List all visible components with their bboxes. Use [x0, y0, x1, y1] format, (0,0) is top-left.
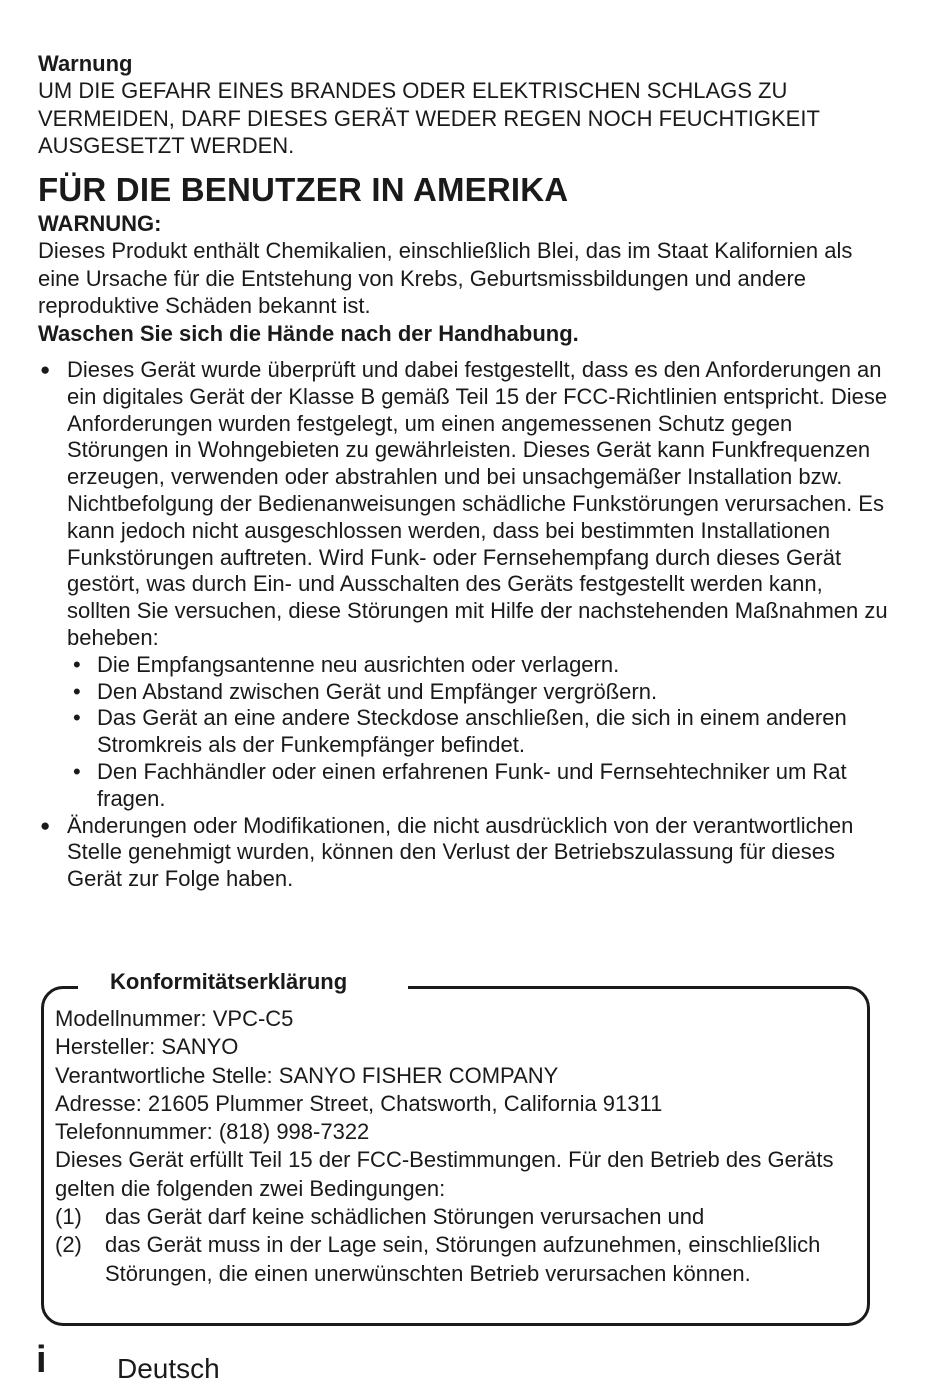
manufacturer: Hersteller: SANYO — [55, 1034, 239, 1060]
warning-text: UM DIE GEFAHR EINES BRANDES ODER ELEKTRISCHEN SCHLAGS ZU VERMEIDEN, DARF DIESES GERÄT WEDER REGEN NOCH FEUCHTIGKEIT AUSGESETZT WERDEN. — [38, 78, 820, 158]
remedy-item: • Den Fachhändler oder einen erfahrenen Funk- und Fernsehtechniker um Rat fragen. — [67, 759, 888, 813]
address: Adresse: 21605 Plummer Street, Chatsworth, California 91311 — [55, 1090, 663, 1116]
conformity-title: Konformitätserklärung — [110, 969, 348, 994]
bullet-fcc-compliance — [38, 357, 888, 813]
page-number: i — [36, 1339, 47, 1381]
usa-wash-hands-note: Waschen Sie sich die Hände nach der Handhabung. — [38, 320, 579, 346]
remedy-item: • Die Empfangsantenne neu ausrichten oder verlagern. — [67, 652, 888, 679]
condition-text: das Gerät muss in der Lage sein, Störungen aufzunehmen, einschließlich Störungen, die einen unerwünschten Betrieb verursachen können. — [105, 1232, 821, 1286]
remedy-item: • Das Gerät an eine andere Steckdose anschließen, die sich in einem anderen Stromkreis als der Funkempfänger befindet. — [67, 705, 888, 759]
phone-number: Telefonnummer: (818) 998-7322 — [55, 1119, 370, 1145]
compliance-statement: Dieses Gerät erfüllt Teil 15 der FCC-Bestimmungen. Für den Betrieb des Geräts gelten die folgenden zwei Bedingungen: — [55, 1147, 834, 1201]
language-label: Deutsch — [117, 1353, 220, 1384]
conformity-body — [55, 1005, 855, 1288]
condition-item — [55, 1231, 855, 1288]
usa-warning-subhead: WARNUNG: — [38, 210, 162, 236]
responsible-party: Verantwortliche Stelle: SANYO FISHER COMPANY — [55, 1062, 559, 1088]
condition-text: das Gerät darf keine schädlichen Störungen verursachen und — [105, 1204, 705, 1230]
condition-item — [55, 1203, 855, 1231]
condition-number: (1) — [55, 1204, 82, 1230]
bullet-modifications: ● Änderungen oder Modifikationen, die nicht ausdrücklich von der verantwortlichen Stelle genehmigt wurden, können den Verlust der Betriebszulassung für dieses Gerät zur Folge haben. — [38, 813, 888, 893]
fcc-bullet-list — [38, 357, 888, 893]
section-title-usa: FÜR DIE BENUTZER IN AMERIKA — [38, 170, 569, 208]
condition-number: (2) — [55, 1232, 82, 1258]
usa-warning-text: Dieses Produkt enthält Chemikalien, einschließlich Blei, das im Staat Kalifornien als eine Ursache für die Entstehung von Krebs, Geburtsmissbildungen und andere reproduktive Schäden bekannt ist. — [38, 238, 853, 318]
page-content — [38, 50, 888, 893]
remedy-list — [67, 652, 888, 813]
bullet-fcc-compliance-text: Dieses Gerät wurde überprüft und dabei festgestellt, dass es den Anforderungen an ein digitales Gerät der Klasse B gemäß Teil 15 der FCC-Richtlinien entspricht. Diese Anforderungen wurden festgelegt, um einen angemessenen Schutz gegen Störungen in Wohngebieten zu gewährleisten. Dieses Gerät kann Funkfrequenzen erzeugen, verwenden oder abstrahlen und bei unsachgemäßer Installation bzw. Nichtbefolgung der Bedienanweisungen schädliche Funkstörungen verursachen. Es kann jedoch nicht ausgeschlossen werden, dass bei bestimmten Installationen Funkstörungen auftreten. Wird Funk- oder Fernsehempfang durch dieses Gerät gestört, was durch Ein- und Ausschalten des Geräts festgestellt werden kann, sollten Sie versuchen, diese Störungen mit Hilfe der nachstehenden Maßnahmen zu beheben: — [67, 357, 888, 650]
model-number: Modellnummer: VPC-C5 — [55, 1006, 294, 1031]
remedy-item: • Den Abstand zwischen Gerät und Empfänger vergrößern. — [67, 679, 888, 706]
warning-title: Warnung — [38, 51, 133, 76]
